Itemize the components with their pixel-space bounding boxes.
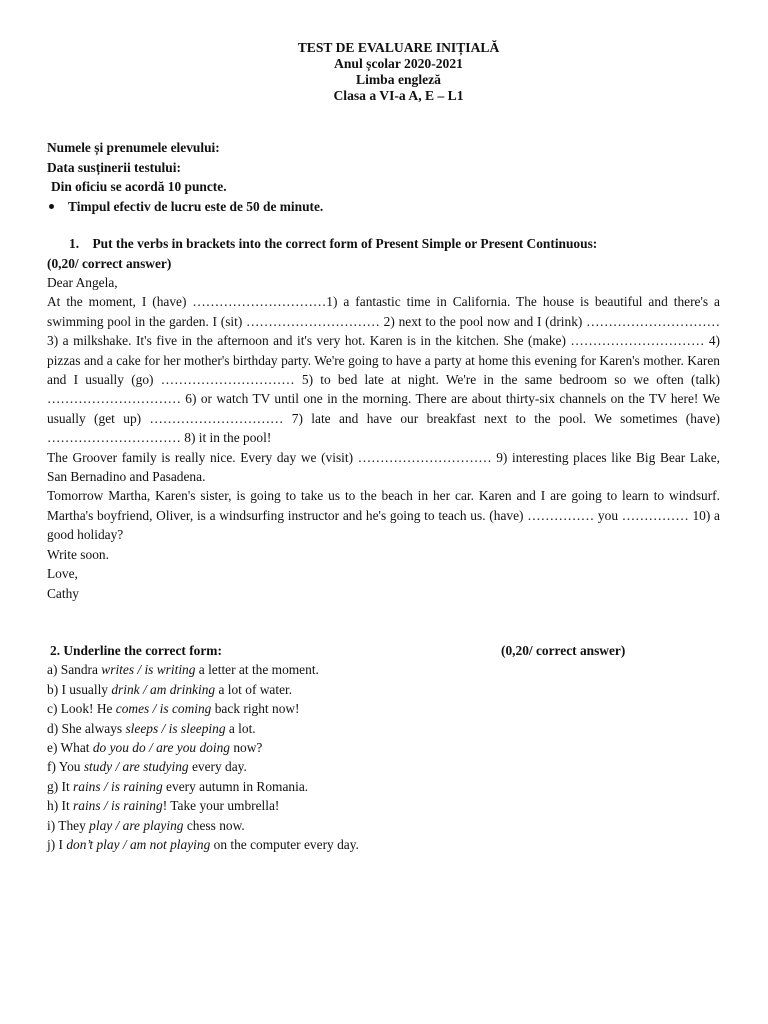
exercise-2-list <box>47 660 720 854</box>
letter-text <box>47 273 720 603</box>
class-name: Clasa a VI-a A, E – L1 <box>333 88 464 103</box>
letter-paragraph-2: The Groover family is really nice. Every day we (visit) ………………………… 9) interesting places like Big Bear Lake, San Bernadino and Pasadena. <box>47 449 720 485</box>
subject: Limba engleză <box>356 72 441 87</box>
test-title: TEST DE EVALUARE INIȚIALĂ <box>297 40 500 55</box>
exercise-2-item <box>47 835 720 854</box>
item-prefix: a) Sandra <box>47 662 102 678</box>
exercise-2-item <box>47 719 720 738</box>
exercise-1-instruction: Put the verbs in brackets into the correct form of Present Simple or Present Continuous: <box>92 236 598 251</box>
exercise-1-heading <box>47 234 720 273</box>
item-prefix: i) They <box>47 817 90 833</box>
item-suffix: a lot. <box>225 720 256 736</box>
letter-closing-1: Write soon. <box>47 546 109 562</box>
exercise-2-item <box>47 660 720 679</box>
exercise-2-scoring: (0,20/ correct answer) <box>501 642 626 658</box>
letter-paragraph-3: Tomorrow Martha, Karen's sister, is going to take us to the beach in her car. Karen and I are going to learn to windsurf. Martha's boyfriend, Oliver, is a windsurfing instructor and he's going to teach us. (have) …………… you …………… 10) a good holiday? <box>47 488 720 543</box>
item-suffix: ! Take your umbrella! <box>162 798 280 814</box>
item-prefix: c) Look! He <box>47 701 116 717</box>
exercise-1-scoring: (0,20/ correct answer) <box>47 255 172 271</box>
exercise-1-number: 1. <box>69 236 80 251</box>
item-prefix: e) What <box>47 739 93 755</box>
item-options: don’t play / am not playing <box>66 836 211 852</box>
item-suffix: every day. <box>188 759 247 775</box>
item-suffix: every autumn in Romania. <box>162 778 309 794</box>
test-date-label: Data susținerii testului: <box>47 159 181 175</box>
document-page <box>47 40 720 854</box>
student-info <box>47 138 720 216</box>
exercise-2-item <box>47 680 720 699</box>
item-options: study / are studying <box>83 759 189 775</box>
item-options: drink / am drinking <box>111 681 216 697</box>
item-suffix: a letter at the moment. <box>195 662 319 678</box>
exercise-2-item <box>47 796 720 815</box>
item-suffix: now? <box>229 739 263 755</box>
item-prefix: b) I usually <box>47 681 112 697</box>
exercise-2-item <box>47 777 720 796</box>
points-note: Din oficiu se acordă 10 puncte. <box>51 179 227 194</box>
school-year: Anul școlar 2020-2021 <box>334 56 463 71</box>
letter-closing-2: Love, <box>47 566 78 582</box>
student-name-label: Numele și prenumele elevului: <box>47 140 220 155</box>
item-prefix: h) It <box>47 798 74 814</box>
letter-signature: Cathy <box>47 585 79 601</box>
item-options: rains / is raining <box>73 778 163 794</box>
exercise-2-item <box>47 738 720 757</box>
item-prefix: f) You <box>47 759 84 775</box>
item-options: writes / is writing <box>101 662 196 678</box>
item-suffix: a lot of water. <box>215 681 293 697</box>
item-prefix: d) She always <box>47 720 126 736</box>
item-prefix: g) It <box>47 778 74 794</box>
item-suffix: back right now! <box>211 701 300 717</box>
item-suffix: chess now. <box>183 817 245 833</box>
item-options: sleeps / is sleeping <box>125 720 226 736</box>
item-options: rains / is raining <box>73 798 163 814</box>
letter-paragraph-1: At the moment, I (have) …………………………1) a fantastic time in California. The house is beautiful and there's a swimming pool in the garden. I (sit) ………………………… 2) next to the pool now and I (drink) ………………………… 3) a milkshake. It's five in the afternoon and it's very hot. Karen is in the kitchen. She (make) ………………………… 4) pizzas and a cake for her mother's birthday party. We're going to have a party at home this evening for Karen's mother. Karen and I usually (go) ………………………… 5) to bed late at night. We're in the same bedroom so we often (talk) ………………………… 6) or watch TV until one in the morning. There are about thirty-six channels on the TV here! We usually (get up) ………………………… 7) late and have our breakfast next to the pool. We sometimes (have) ………………………… 8) it in the pool! <box>47 294 720 446</box>
time-note-text: Timpul efectiv de lucru este de 50 de minute. <box>68 198 324 214</box>
exercise-2-item <box>47 816 720 835</box>
exercise-2-item <box>47 757 720 776</box>
bullet-icon <box>49 204 54 209</box>
exercise-2-heading <box>47 641 720 660</box>
item-prefix: j) I <box>47 836 67 852</box>
exercise-2-item <box>47 699 720 718</box>
document-header <box>77 40 720 104</box>
exercise-2 <box>47 641 720 854</box>
item-suffix: on the computer every day. <box>210 836 359 852</box>
exercise-2-title: 2. Underline the correct form: <box>50 642 222 658</box>
item-options: comes / is coming <box>115 701 212 717</box>
item-options: play / are playing <box>89 817 184 833</box>
letter-greeting: Dear Angela, <box>47 275 118 290</box>
time-note <box>47 197 720 217</box>
item-options: do you do / are you doing <box>92 739 230 755</box>
